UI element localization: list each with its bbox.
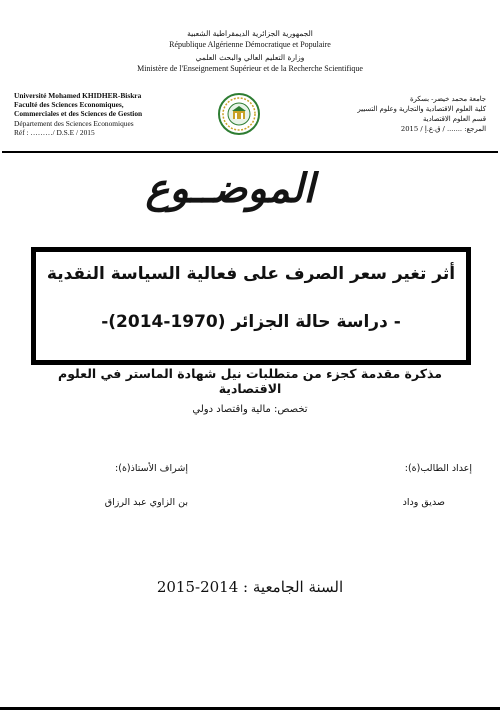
thesis-title-line2: - دراسة حالة الجزائر (1970-2014)- — [101, 312, 401, 332]
bottom-border — [0, 707, 500, 710]
header-fr-republic: République Algérienne Démocratique et Populaire — [169, 40, 331, 49]
institution-fr-block — [14, 91, 214, 137]
specialty: تخصص: مالية واقتصاد دولي — [192, 404, 308, 415]
supervisor-label: إشراف الأستاذ(ة): — [115, 463, 188, 474]
department-name-fr: Département des Sciences Economiques — [14, 118, 134, 128]
institution-ar-block — [296, 94, 486, 134]
memo-description: مذكرة مقدمة كجزء من متطلبات نيل شهادة الماستر في العلوم الاقتصادية — [58, 366, 442, 396]
academic-year: السنة الجامعية : 2014-2015 — [156, 578, 344, 596]
reference-ar: المرجع: ....... / ق.ع.إ / 2015 — [400, 125, 486, 133]
university-name-fr: Université Mohamed KHIDHER-Biskra — [14, 91, 142, 100]
title-box — [31, 247, 471, 365]
supervisor-name: بن الزاوي عبد الرزاق — [104, 497, 188, 508]
university-logo — [218, 93, 260, 135]
header-ar-ministry: وزارة التعليم العالي والبحث العلمي — [195, 53, 305, 62]
subject-label: الموضــوع — [145, 166, 315, 212]
reference-fr: Réf : ………/ D.S.E / 2015 — [14, 127, 95, 137]
thesis-title-line1: أثر تغير سعر الصرف على فعالية السياسة النقدية — [46, 264, 456, 284]
university-name-ar: جامعة محمد خيضر- بسكرة — [409, 95, 486, 103]
faculty-name-fr-2: Commerciales et des Sciences de Gestion — [14, 109, 143, 119]
student-name: صديق وداد — [402, 497, 445, 508]
header-fr-ministry: Ministère de l'Enseignement Supérieur et de la Recherche Scientifique — [137, 64, 363, 73]
faculty-name-ar: كلية العلوم الاقتصادية والتجارية وعلوم التسيير — [357, 105, 486, 113]
prepared-by-label: إعداد الطالب(ة): — [404, 463, 472, 474]
header-separator — [2, 151, 498, 153]
faculty-name-fr-1: Faculté des Sciences Economiques, — [14, 100, 124, 110]
header-ar-republic: الجمهورية الجزائرية الديمقراطية الشعبية — [187, 29, 313, 38]
department-name-ar: قسم العلوم الاقتصادية — [423, 115, 486, 123]
